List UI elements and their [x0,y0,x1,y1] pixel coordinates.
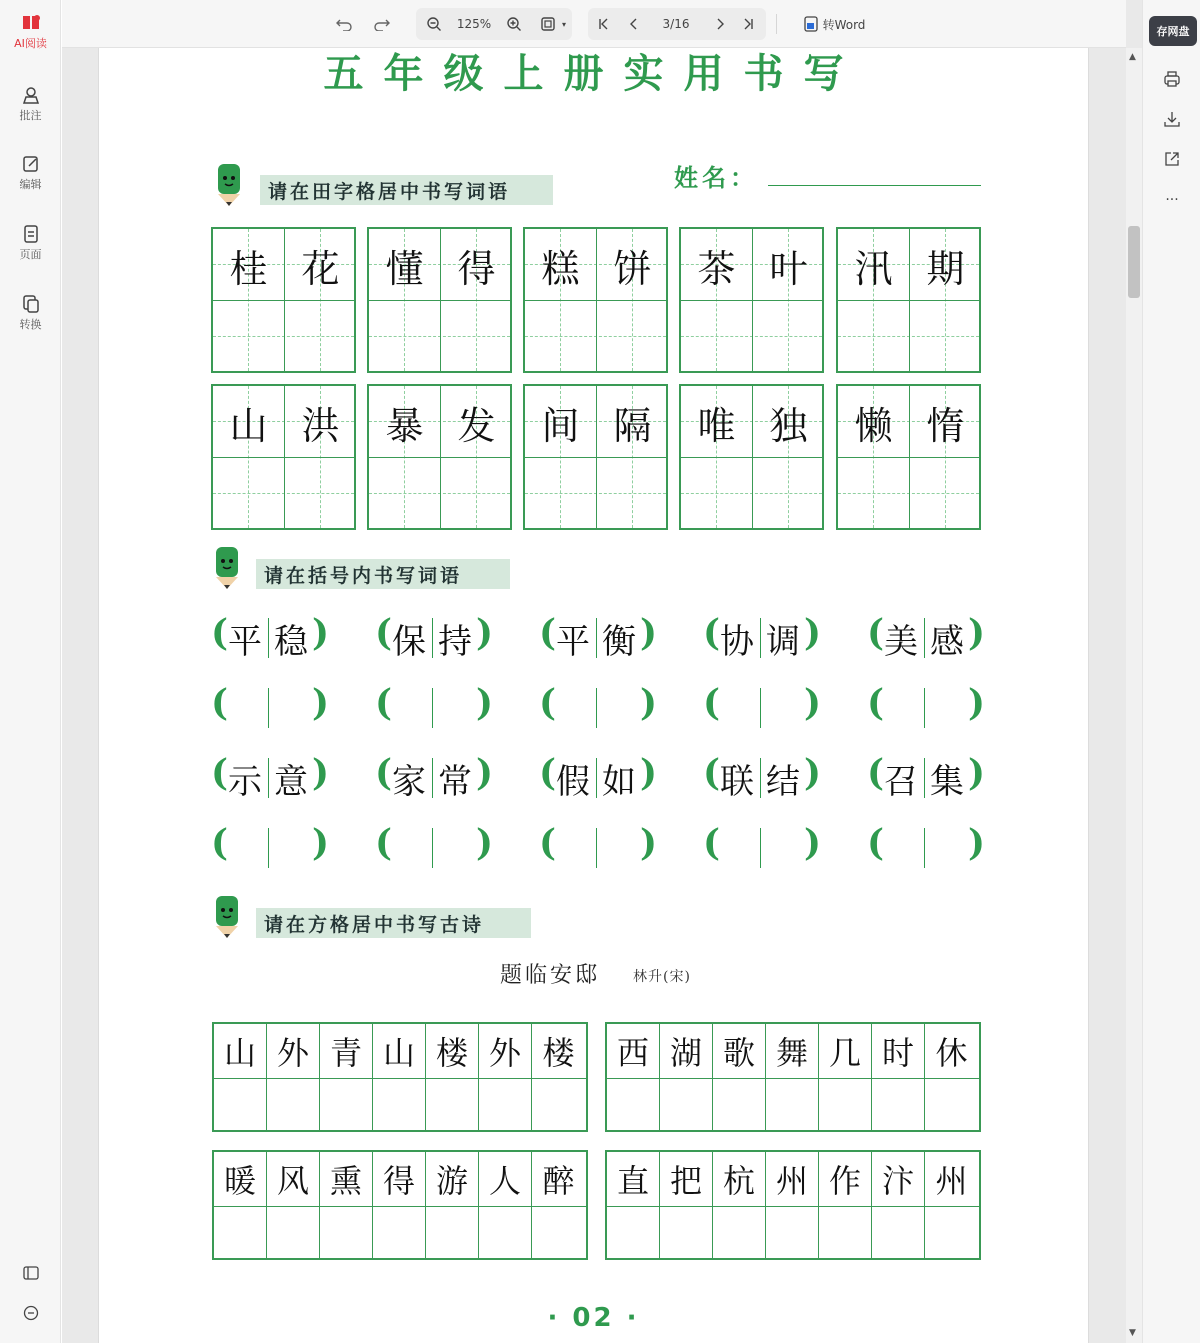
bracket-character: 常 [438,762,472,802]
blank-writing-cell[interactable] [479,1079,532,1130]
scroll-down-arrow-icon[interactable]: ▼ [1129,1328,1136,1338]
poem-character: 直 [607,1152,660,1206]
poem-character: 休 [935,1034,968,1072]
bracket-divider [760,688,761,728]
annotate-icon [21,86,41,104]
bracket-blank[interactable] [375,682,493,732]
right-paren: ) [967,822,985,864]
bracket-character: 联 [720,762,754,802]
section-heading-tianzi: 请在田字格居中书写词语 [260,175,553,205]
poem-author: 林升(宋) [633,969,691,985]
toolbar [62,0,1126,48]
fit-page-button[interactable] [538,12,558,36]
blank-writing-cell[interactable] [607,1079,660,1130]
bracket-character: 示 [228,762,262,802]
poem-character: 暖 [214,1152,267,1206]
scroll-up-arrow-icon[interactable]: ▲ [1129,52,1136,62]
first-page-icon [597,17,611,31]
pencil-mascot-icon [212,162,246,208]
right-paren: ) [475,752,493,794]
bracket-character: 保 [392,622,426,662]
bracket-word [539,612,657,662]
last-page-icon [741,17,755,31]
right-paren: ) [803,612,821,654]
tianzi-character: 独 [769,403,808,448]
next-page-button[interactable] [710,12,730,36]
sidebar-item-label: 批注 [19,109,42,122]
left-paren: ( [375,612,393,654]
tianzi-word-box [836,227,981,373]
bracket-divider [268,828,269,868]
poem-character: 西 [607,1024,660,1078]
tianzi-character: 汛 [854,246,893,291]
tianzi-character: 茶 [697,246,736,291]
zoom-in-button[interactable] [504,12,524,36]
pencil-mascot-icon [210,545,244,591]
right-paren: ) [311,752,329,794]
bracket-character: 平 [556,622,590,662]
bracket-blank[interactable] [211,682,329,732]
tianzi-character: 发 [457,403,496,448]
right-paren: ) [967,682,985,724]
bracket-divider [432,688,433,728]
bracket-divider [924,758,925,798]
right-paren: ) [311,822,329,864]
right-paren: ) [475,612,493,654]
bracket-character: 平 [228,622,262,662]
bracket-blank[interactable] [703,822,821,872]
zoom-out-button[interactable] [424,12,444,36]
page-number: · 02 · [547,1303,640,1333]
grid-line [213,457,354,458]
bracket-character: 协 [720,622,754,662]
bracket-divider [760,618,761,658]
blank-writing-cell[interactable] [819,1079,872,1130]
left-paren: ( [867,682,885,724]
tianzi-character: 得 [457,246,496,291]
blank-writing-cell[interactable] [426,1079,479,1130]
grid-line [369,457,510,458]
bracket-word [703,752,821,802]
grid-line [213,300,354,301]
blank-writing-cell[interactable] [373,1079,426,1130]
right-paren: ) [803,752,821,794]
poem-character: 时 [872,1024,925,1078]
download-icon [1163,110,1181,128]
blank-writing-cell[interactable] [214,1079,267,1130]
redo-icon [374,17,390,31]
share-external-icon [1163,150,1181,168]
bracket-divider [924,828,925,868]
left-paren: ( [867,612,885,654]
right-paren: ) [311,612,329,654]
sidebar-item-label: 页面 [19,248,42,261]
right-sidebar [1142,0,1200,1343]
sidebar-item-label: 编辑 [19,178,42,191]
left-paren: ( [375,682,393,724]
tianzi-word-box [211,384,356,530]
bracket-blank[interactable] [539,822,657,872]
poem-character: 几 [819,1024,872,1078]
blank-writing-cell[interactable] [713,1207,766,1258]
tianzi-character: 饼 [613,246,652,291]
edit-icon [21,155,41,173]
left-sidebar [0,0,61,1343]
right-paren: ) [967,612,985,654]
chevron-left-icon [627,17,641,31]
right-paren: ) [475,822,493,864]
blank-writing-cell[interactable] [267,1079,320,1130]
poem-character: 湖 [660,1024,713,1078]
bracket-character: 稳 [274,622,308,662]
tianzi-character: 桂 [229,246,268,291]
blank-writing-cell[interactable] [214,1207,267,1258]
zoom-out-icon [426,16,442,32]
document-title: 五年级上册实用书写 [323,51,864,97]
poem-character: 青 [320,1024,373,1078]
left-paren: ( [375,752,393,794]
right-paren: ) [639,682,657,724]
right-paren: ) [311,682,329,724]
grid-line [681,300,822,301]
right-paren: ) [639,822,657,864]
poem-line-grid [212,1022,588,1132]
tianzi-character: 懂 [385,246,424,291]
grid-line [369,300,510,301]
bracket-divider [432,758,433,798]
left-paren: ( [539,682,557,724]
tianzi-character: 唯 [697,403,736,448]
convert-to-word-label: 转Word [822,17,866,32]
tianzi-character: 期 [926,246,965,291]
blank-writing-cell[interactable] [660,1207,713,1258]
poem-character: 州 [935,1162,968,1200]
bracket-word [375,752,493,802]
bracket-blank[interactable] [211,822,329,872]
blank-writing-cell[interactable] [373,1207,426,1258]
blank-writing-cell[interactable] [479,1207,532,1258]
bracket-character: 持 [438,622,472,662]
tianzi-character: 山 [229,403,268,448]
tianzi-character: 糕 [541,246,580,291]
bracket-character: 假 [556,762,590,802]
bracket-character: 衡 [602,622,636,662]
feedback-button[interactable] [0,1305,61,1324]
chevron-right-icon [713,17,727,31]
blank-writing-cell[interactable] [320,1207,373,1258]
bracket-blank[interactable] [703,682,821,732]
poem-character: 州 [766,1152,819,1206]
bracket-blank[interactable] [867,822,985,872]
left-paren: ( [867,822,885,864]
bracket-character: 结 [766,762,800,802]
poem-title: 题临安邸 [500,963,601,988]
redo-button[interactable] [372,12,392,36]
tianzi-word-box [679,384,824,530]
left-paren: ( [703,822,721,864]
poem-character: 醉 [542,1162,575,1200]
grid-line [838,457,979,458]
poem-character: 楼 [542,1034,575,1072]
blank-writing-cell[interactable] [426,1207,479,1258]
bracket-word [211,612,329,662]
bracket-word [211,752,329,802]
blank-writing-cell[interactable] [766,1079,819,1130]
poem-character: 风 [267,1152,320,1206]
bracket-character: 意 [274,762,308,802]
right-paren: ) [803,682,821,724]
bracket-divider [924,688,925,728]
section-heading-poem: 请在方格居中书写古诗 [256,908,531,938]
left-paren: ( [375,822,393,864]
fit-dropdown-chevron-icon[interactable]: ▾ [561,19,566,29]
document-page [98,0,1089,1343]
bracket-character: 召 [884,762,918,802]
panel-toggle-button[interactable] [0,1266,61,1283]
poem-character: 歌 [713,1024,766,1078]
blank-writing-cell[interactable] [925,1207,978,1258]
right-paren: ) [639,752,657,794]
ai-book-icon [21,14,41,32]
poem-line-grid [212,1150,588,1260]
left-paren: ( [211,612,229,654]
blank-writing-cell[interactable] [925,1079,978,1130]
tianzi-character: 隔 [613,403,652,448]
bracket-character: 集 [930,762,964,802]
bracket-divider [596,828,597,868]
page-icon [21,225,41,243]
blank-writing-cell[interactable] [320,1079,373,1130]
bracket-word [539,752,657,802]
poem-line-grid [605,1022,981,1132]
poem-character: 人 [479,1152,532,1206]
bracket-character: 感 [930,622,964,662]
bracket-divider [596,758,597,798]
blank-writing-cell[interactable] [819,1207,872,1258]
download-button[interactable] [1163,110,1181,128]
bracket-character: 家 [392,762,426,802]
blank-writing-cell[interactable] [532,1207,585,1258]
right-paren: ) [475,682,493,724]
ai-read-button[interactable] [0,14,61,51]
page-number-input[interactable]: 3/16 [662,17,690,31]
tianzi-character: 懒 [854,403,893,448]
bracket-divider [760,758,761,798]
poem-character: 楼 [426,1024,479,1078]
right-paren: ) [967,752,985,794]
sidebar-item-edit[interactable] [0,155,61,192]
undo-button[interactable] [334,12,354,36]
sidebar-item-convert[interactable] [0,295,61,332]
tianzi-word-box [367,227,512,373]
grid-line [838,300,979,301]
name-label: 姓名： [674,164,758,192]
bracket-character: 如 [602,762,636,802]
poem-character: 作 [819,1152,872,1206]
bracket-divider [924,618,925,658]
name-field[interactable] [768,185,981,186]
left-paren: ( [539,822,557,864]
bracket-divider [432,828,433,868]
bracket-character: 调 [766,622,800,662]
undo-icon [336,17,352,31]
convert-to-word-button[interactable] [788,12,880,36]
bracket-word [703,612,821,662]
poem-line-grid [605,1150,981,1260]
poem-character: 山 [214,1024,267,1078]
tianzi-word-box [523,384,668,530]
scrollbar-thumb[interactable] [1128,226,1140,298]
left-paren: ( [211,752,229,794]
word-file-icon [803,16,819,32]
tianzi-word-box [679,227,824,373]
poem-character: 外 [479,1024,532,1078]
left-paren: ( [703,752,721,794]
left-paren: ( [539,752,557,794]
fit-page-icon [540,16,556,32]
blank-writing-cell[interactable] [267,1207,320,1258]
bracket-divider [432,618,433,658]
poem-character: 把 [660,1152,713,1206]
bracket-divider [268,758,269,798]
bracket-word [375,612,493,662]
tianzi-character: 惰 [926,403,965,448]
tianzi-character: 间 [541,403,580,448]
chat-bubble-icon [23,1305,39,1321]
first-page-button[interactable] [594,12,614,36]
bracket-blank[interactable] [867,682,985,732]
bracket-word [867,612,985,662]
grid-line [525,457,666,458]
poem-character: 得 [373,1152,426,1206]
prev-page-button[interactable] [624,12,644,36]
tianzi-character: 花 [301,246,340,291]
poem-character: 汴 [872,1152,925,1206]
bracket-divider [596,618,597,658]
print-icon [1163,70,1181,88]
grid-line [525,300,666,301]
poem-character: 山 [373,1024,426,1078]
tianzi-word-box [367,384,512,530]
bracket-divider [596,688,597,728]
share-button[interactable] [1163,150,1181,168]
left-paren: ( [703,682,721,724]
print-button[interactable] [1163,70,1181,88]
left-paren: ( [703,612,721,654]
poem-character: 舞 [766,1024,819,1078]
blank-writing-cell[interactable] [872,1207,925,1258]
blank-writing-cell[interactable] [607,1207,660,1258]
bracket-divider [268,688,269,728]
blank-writing-cell[interactable] [713,1079,766,1130]
right-paren: ) [639,612,657,654]
poem-character: 杭 [713,1152,766,1206]
pencil-mascot-icon [210,894,244,940]
blank-writing-cell[interactable] [660,1079,713,1130]
tianzi-character: 洪 [301,403,340,448]
bracket-blank[interactable] [375,822,493,872]
zoom-level[interactable]: 125% [456,17,492,31]
grid-line [681,457,822,458]
save-to-cloud-button[interactable]: 存网盘 [1149,16,1197,46]
convert-icon [21,295,41,313]
toolbar-divider [776,14,777,34]
zoom-in-icon [506,16,522,32]
bracket-word [867,752,985,802]
blank-writing-cell[interactable] [872,1079,925,1130]
left-paren: ( [867,752,885,794]
blank-writing-cell[interactable] [766,1207,819,1258]
tianzi-word-box [211,227,356,373]
sidebar-panel-icon [23,1266,39,1280]
blank-writing-cell[interactable] [532,1079,585,1130]
left-paren: ( [539,612,557,654]
bracket-character: 美 [884,622,918,662]
tianzi-character: 暴 [385,403,424,448]
tianzi-word-box [836,384,981,530]
left-paren: ( [211,682,229,724]
sidebar-item-page[interactable] [0,225,61,262]
tianzi-character: 叶 [769,246,808,291]
left-paren: ( [211,822,229,864]
poem-character: 游 [426,1152,479,1206]
poem-character: 外 [267,1024,320,1078]
right-paren: ) [803,822,821,864]
poem-character: 熏 [320,1152,373,1206]
tianzi-word-box [523,227,668,373]
sidebar-item-label: 转换 [19,318,42,331]
bracket-divider [268,618,269,658]
more-options-icon[interactable]: ... [1165,188,1179,204]
sidebar-item-comment[interactable] [0,86,61,123]
section-heading-brackets: 请在括号内书写词语 [256,559,510,589]
last-page-button[interactable] [738,12,758,36]
ai-read-label: AI阅读 [14,37,47,50]
bracket-blank[interactable] [539,682,657,732]
bracket-divider [760,828,761,868]
